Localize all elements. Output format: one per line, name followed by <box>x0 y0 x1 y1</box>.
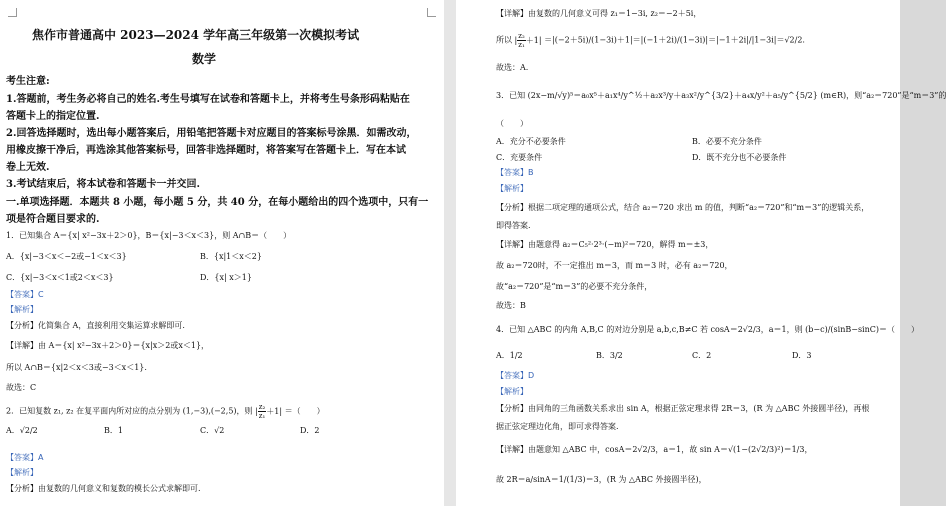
q4-detail: 【详解】由题意知 △ABC 中，cosA＝2√2/3，a＝1，故 sin A＝√(1−(2√2/3)²)＝1/3， <box>496 445 813 454</box>
notice-heading: 考生注意: <box>6 76 50 87</box>
q2-calc-abs: | $\frac{\text{z₂}}{\text{z₁}}$ ＋1| <box>514 32 542 49</box>
q4-option-b: B．3/2 <box>596 351 623 360</box>
notice-line: 用橡皮擦干净后，再选涂其他答案标号，回答非选择题时，将答案写在答题卡上．写在本试 <box>6 145 406 156</box>
q4-option-d: D．3 <box>792 351 812 360</box>
q3-analysis-tag: 【解析】 <box>496 184 528 193</box>
notice-line: 1.答题前，考生务必将自己的姓名.考生号填写在试卷和答题卡上，并将考生号条形码粘贴在 <box>6 94 410 105</box>
q2-option-c: C．√2 <box>200 426 225 435</box>
notice-line: 卷上无效. <box>6 162 50 173</box>
q2-analysis-tag: 【解析】 <box>6 468 38 477</box>
q1-pick: 故选：C <box>6 383 37 392</box>
q3-answer: 【答案】B <box>496 168 534 177</box>
section-heading: 一.单项选择题．本题共 8 小题，每小题 5 分，共 40 分，在每小题给出的四个选项中，只有一 <box>6 197 429 208</box>
q3-option-d: D．既不充分也不必要条件 <box>692 153 787 162</box>
q2-calc-body: ＝|(−2＋5i)/(1−3i)＋1|＝|(−1＋2i)/(1−3i)|＝|−1＋2i|/|1−3i|＝√2/2. <box>544 35 805 45</box>
notice-line: 2.回答选择题时，选出每小题答案后，用铅笔把答题卡对应题目的答案标号涂黑．如需改动， <box>6 128 417 139</box>
page-gap <box>444 0 456 506</box>
q3-pick: 故选：B <box>496 301 526 310</box>
q4-option-c: C．2 <box>692 351 712 360</box>
q2-stem <box>6 403 325 420</box>
section-heading: 项是符合题目要求的. <box>6 214 100 225</box>
notice-line: 答题卡上的指定位置. <box>6 111 100 122</box>
q3-option-c: C．充要条件 <box>496 153 543 162</box>
q3-paren: （ ） <box>496 119 528 128</box>
q1-option-c: C．{x|−3＜x＜1或2＜x＜3} <box>6 273 114 282</box>
q1-detail: 【详解】由 A＝{x| x²−3x＋2＞0}＝{x|x＞2或x＜1}， <box>6 341 210 350</box>
q3-stem: 3．已知 (2x−m/√y)⁵＝a₀x⁵＋a₁x⁴/y^½＋a₂x³/y＋a₃x²/y^{3/2}＋a₄x/y²＋a₅/y^{5/2} (m∈R)，则“a₂＝720”是“m＝3”的 <box>496 91 946 100</box>
q2-stem-tail: ＝（ ） <box>284 406 325 416</box>
q3-option-a: A．充分不必要条件 <box>496 137 566 146</box>
q4-answer: 【答案】D <box>496 371 535 380</box>
q4-analysis-cont: 据正弦定理边化角，即可求得答案. <box>496 422 619 431</box>
crop-mark <box>8 8 17 17</box>
q4-stem: 4．已知 △ABC 的内角 A,B,C 的对边分别是 a,b,c,B≠C 若 cosA＝2√2/3，a＝1，则 (b−c)/(sinB−sinC)＝（ ） <box>496 325 919 334</box>
q3-analysis-cont: 即得答案. <box>496 221 531 230</box>
q3-analysis: 【分析】根据二项定理的通项公式，结合 a₂＝720 求出 m 的值，判断“a₂＝720”和“m＝3”的逻辑关系， <box>496 203 870 212</box>
q3-detail: 【详解】由题意得 a₂＝C₅²·2³·(−m)²＝720，解得 m＝±3， <box>496 240 714 249</box>
q3-detail-line: 故 a₂＝720时，不一定推出 m＝3，而 m＝3 时，必有 a₂＝720， <box>496 261 733 270</box>
notice-line: 3.考试结束后，将本试卷和答题卡一并交回. <box>6 179 200 190</box>
q1-stem: 1．已知集合 A＝{x| x²−3x＋2＞0}，B＝{x|−3＜x＜3}，则 A∩B＝（ ） <box>6 231 292 240</box>
q4-analysis-tag: 【解析】 <box>496 387 528 396</box>
q4-analysis: 【分析】由同角的三角函数关系求出 sin A，根据正弦定理求得 2R＝3，(R 为 △ABC 外接圆半径)，再根 <box>496 404 870 413</box>
q3-detail-line: 故“a₂＝720”是“m＝3”的必要不充分条件， <box>496 282 653 291</box>
q2-detail: 【详解】由复数的几何意义可得 z₁＝1−3i, z₂＝−2＋5i， <box>496 9 702 18</box>
q2-pick: 故选：A. <box>496 63 529 72</box>
q2-calc-prefix: 所以 <box>496 35 512 45</box>
q2-analysis: 【分析】由复数的几何意义和复数的模长公式求解即可. <box>6 484 201 493</box>
exam-title: 焦作市普通高中 2023—2024 学年高三年级第一次模拟考试 <box>32 28 360 42</box>
q4-option-a: A．1/2 <box>496 351 523 360</box>
q1-option-d: D．{x| x＞1} <box>200 273 252 282</box>
q1-answer: 【答案】C <box>6 290 44 299</box>
q4-detail-line: 故 2R＝a/sinA＝1/(1/3)＝3，(R 为 △ABC 外接圆半径)， <box>496 475 707 484</box>
subject-title: 数学 <box>192 52 217 66</box>
q2-abs-expr: | $\frac{\text{z₂}}{\text{z₁}}$ ＋1| <box>255 403 283 420</box>
q3-option-b: B．必要不充分条件 <box>692 137 762 146</box>
q1-option-a: A．{x|−3＜x＜−2或−1＜x＜3} <box>6 252 127 261</box>
q2-stem-text: 2．已知复数 z₁, z₂ 在复平面内所对应的点分别为 (1,−3),(−2,5)，则 <box>6 406 253 416</box>
q2-option-a: A．√2/2 <box>6 426 38 435</box>
q1-analysis: 【分析】化简集合 A，直接利用交集运算求解即可. <box>6 321 185 330</box>
left-page <box>0 0 444 506</box>
q1-detail-line: 所以 A∩B＝{x|2＜x＜3或−3＜x＜1}. <box>6 363 147 372</box>
q2-calc <box>496 32 805 49</box>
q2-answer: 【答案】A <box>6 453 44 462</box>
q1-analysis-tag: 【解析】 <box>6 305 38 314</box>
q1-option-b: B．{x|1＜x＜2} <box>200 252 262 261</box>
right-page <box>456 0 946 506</box>
crop-mark <box>427 8 436 17</box>
q2-option-b: B．1 <box>104 426 123 435</box>
q2-option-d: D．2 <box>300 426 320 435</box>
